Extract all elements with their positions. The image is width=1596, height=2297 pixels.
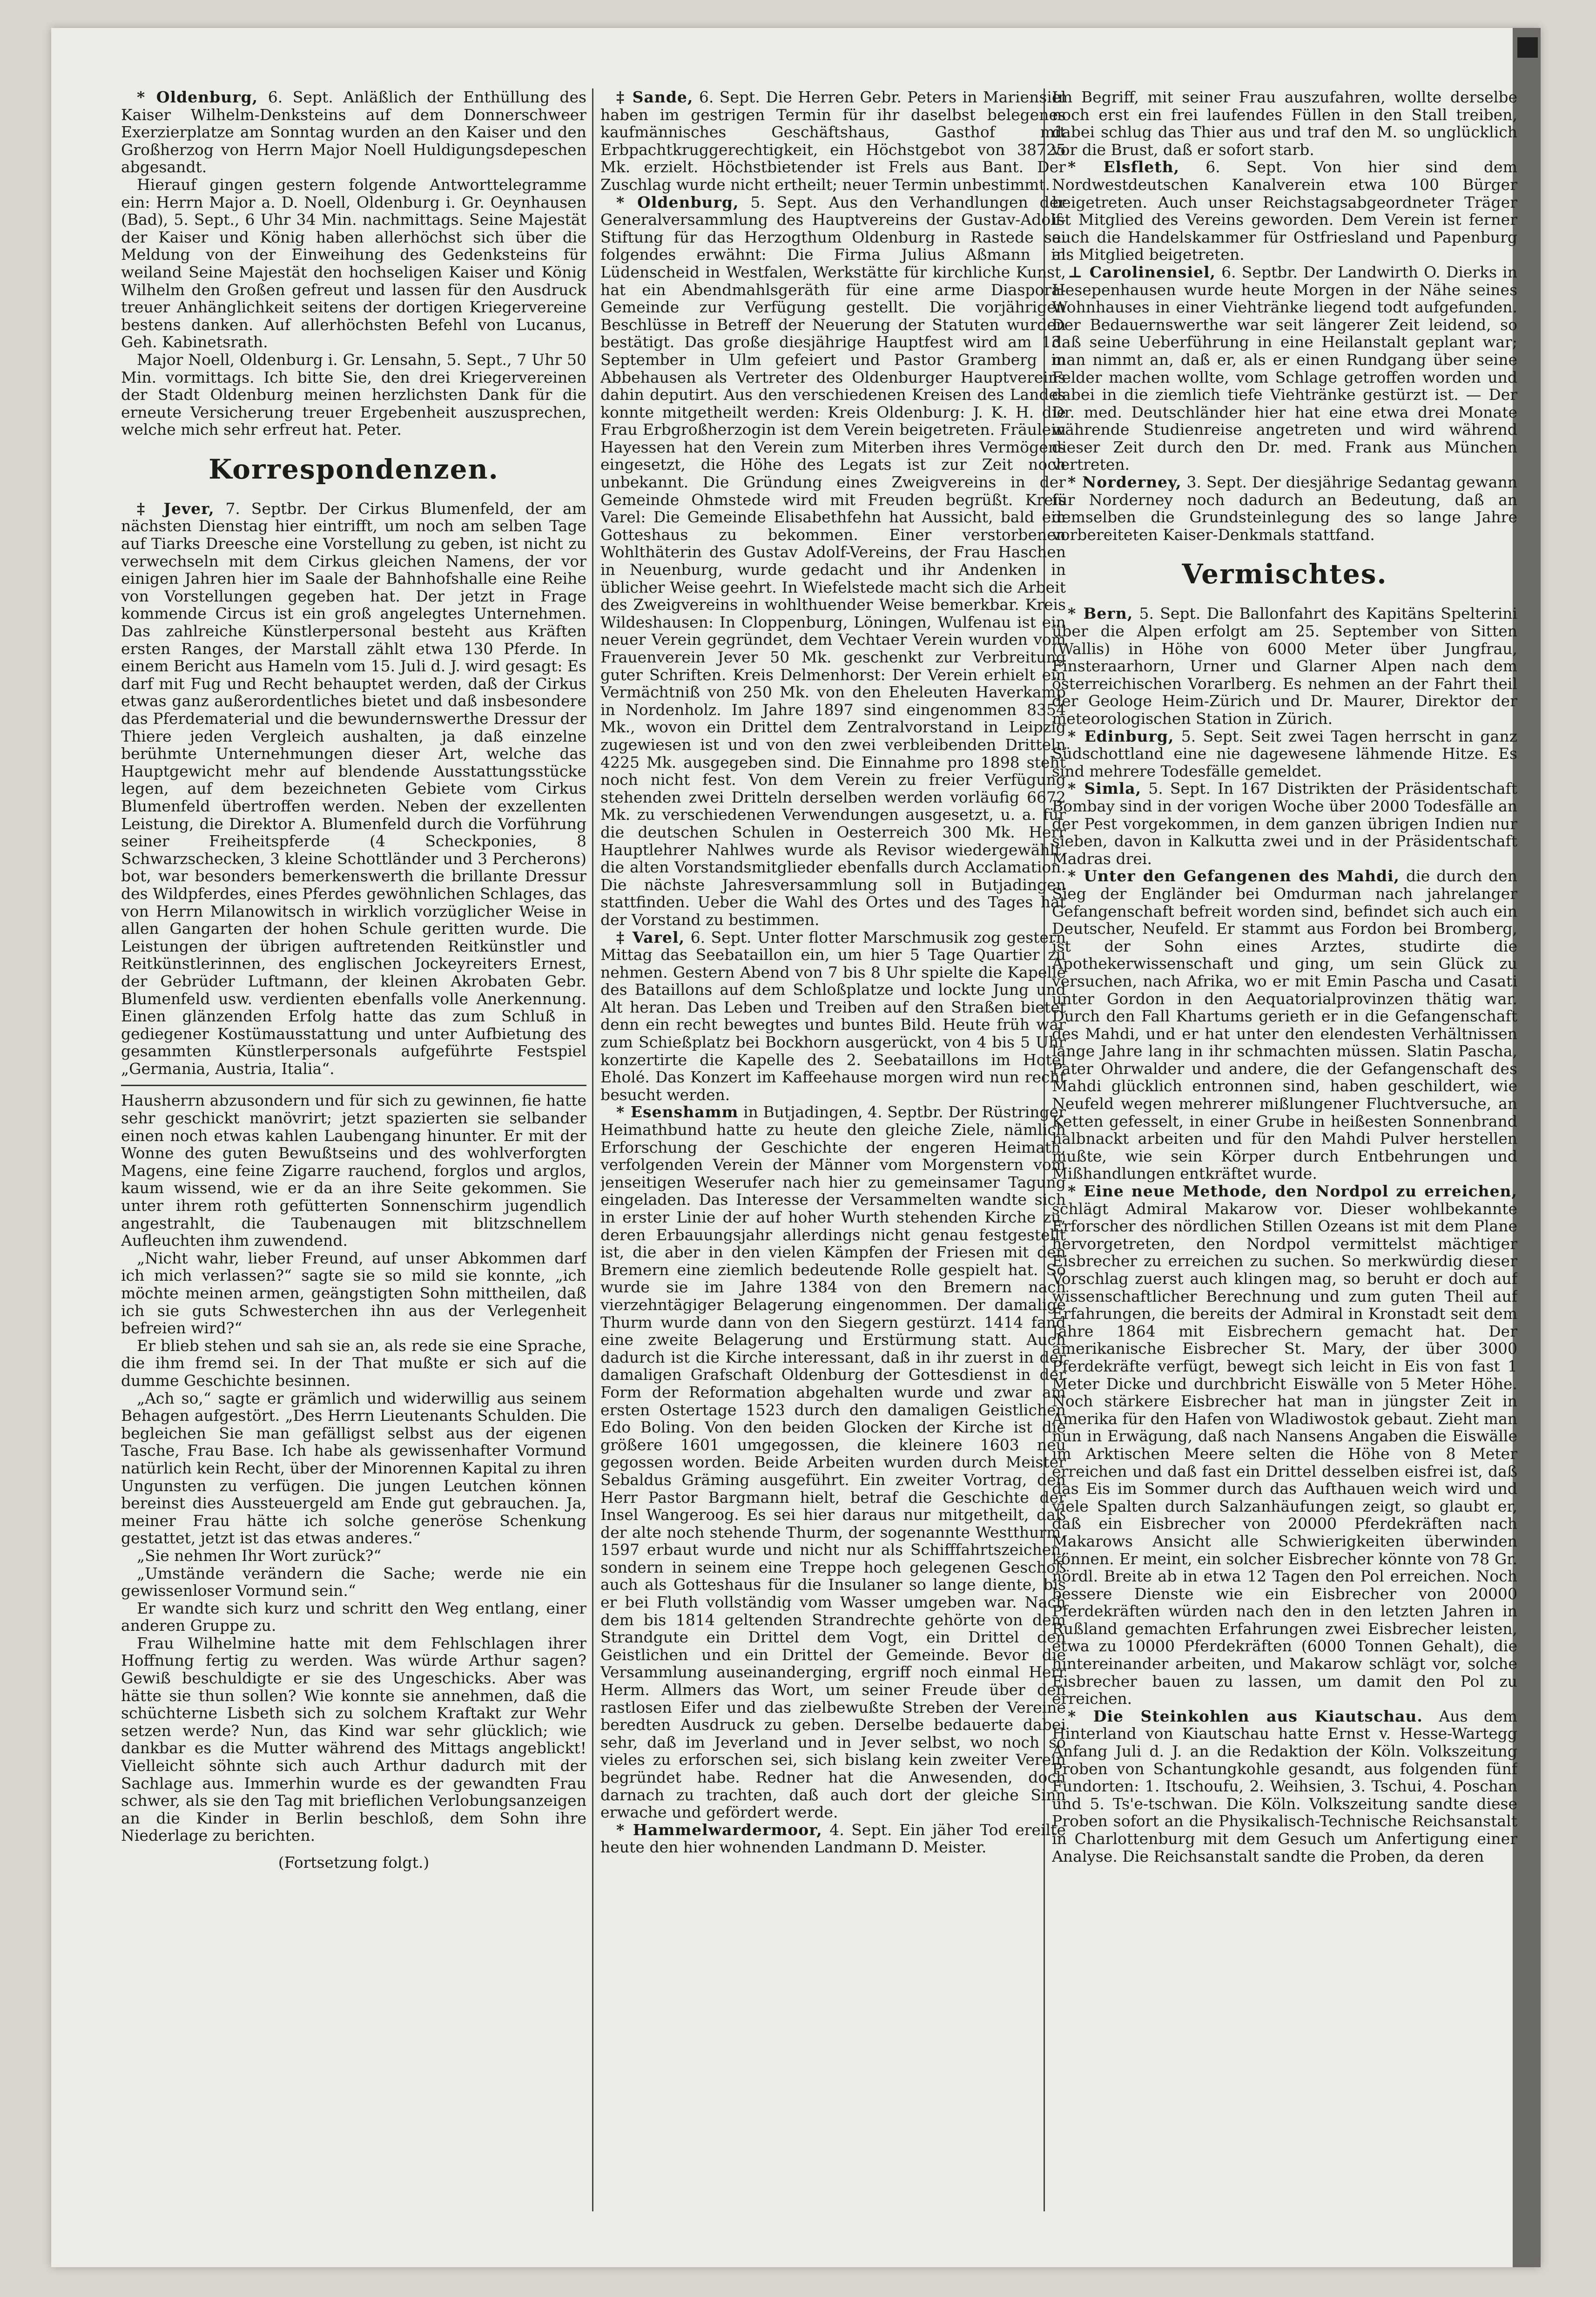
article-text: Aus dem Hinterland von Kiautschau hatte Ernst v. Hesse-Wartegg Anfang Juli d. J. an die Redaktion der Köln. Volkszeitung Proben von Schantungkohle gesandt, aus folgenden fünf Fundorten: 1. Itschoufu, 2. Weihsien, 3. Tschui, 4. Poschan und 5. Ts'e-tschwan. Die Köln. Volkszeitung sandte diese Proben sofort an die Physikalisch-Technische Reichsanstalt in Charlottenburg mit dem Gesuch um Anfertigung einer Analyse. Die Reichsanstalt sandte die Proben, da deren: [1052, 1707, 1517, 1865]
story-paragraph: Frau Wilhelmine hatte mit dem Fehlschlagen ihrer Hoffnung fertig zu werden. Was würde Arthur sagen? Gewiß beschuldigte er sie des Ungeschicks. Aber was hätte sie thun sollen? Wie konnte sie annehmen, daß die schüchterne Lisbeth sich zu solchem Kraftakt zur Wehr setzen werde? Nun, das Kind war sehr glücklich; wie dankbar es die Mutter während des Mittags angeblickt! Vielleicht söhnte sich auch Arthur dadurch mit der Sachlage aus. Immerhin wurde es der gewandten Frau schwer, als sie den Tag mit brieflichen Verlobungsanzeigen an die Kinder in Berlin beschloß, dem Sohn ihre Niederlage zu berichten.: [121, 1634, 586, 1845]
dateline-place: ‡ Jever,: [137, 499, 215, 518]
story-paragraph: Hausherrn abzusondern und für sich zu gewinnen, fie hatte sehr geschickt manövrirt; jetzt spazierten sie selbander einen noch etwas kahlen Laubengang hinunter. Er mit der Wonne des guten Bewußtseins und des wohlverforgten Magens, eine feine Zigarre rauchend, forglos und arglos, kaum wissend, wie er da an ihre Seite gekommen. Sie unter ihrem roth gefütterten Sonnenschirm jugendlich angestrahlt, die Taubenaugen mit blitzschnellem Aufleuchten ihm zuwendend.: [121, 1091, 586, 1250]
article-text: 4. Sept. Ein jäher Tod ereilte heute den hier wohnenden Landmann D. Meister.: [600, 1820, 1066, 1857]
dateline-place: * Oldenburg,: [616, 193, 739, 211]
article-elsfleth: [1052, 158, 1517, 263]
story-paragraph: „Ach so,“ sagte er grämlich und widerwillig aus seinem Behagen aufgestört. „Des Herrn Lieutenants Schulden. Die begleichen Sie man gefälligst selbst aus der eigenen Tasche, Frau Base. Ich habe als gewissenhafter Vormund natürlich kein Recht, über der Minorennen Kapital zu ihren Ungunsten zu verfügen. Die jungen Leutchen können bereinst dies Aussteuergeld am Ende gut gebrauchen. Ja, meiner Frau hätte ich solche generöse Schenkung gestattet, jetzt ist das etwas anderes.“: [121, 1389, 586, 1547]
dateline-place: ‡ Sande,: [616, 88, 694, 106]
dateline-place: * Eine neue Methode, den Nordpol zu erreichen,: [1068, 1182, 1517, 1201]
article-oldenburg-2: [600, 194, 1066, 929]
article-text: 6. Sept. Von hier sind dem Nordwestdeutschen Kanalverein etwa 100 Bürger beigetreten. Auch unser Reichstagsabgeordneter Träger ist Mitglied des Vereins geworden. Dem Verein ist ferner auch die Handelskammer für Ostfriesland und Papenburg als Mitglied beigetreten.: [1052, 158, 1517, 264]
column-2: [600, 88, 1066, 2211]
dateline-place: * Elsfleth,: [1068, 158, 1180, 176]
article-kiautschau: [1052, 1708, 1517, 1865]
article-text: 7. Septbr. Der Cirkus Blumenfeld, der am nächsten Dienstag hier eintrifft, um noch am selben Tage auf Tiarks Dreesche eine Vorstellung zu geben, ist nicht zu verwechseln mit dem Cirkus gleichen Namens, der vor einigen Jahren hier im Saale der Bahnhofshalle eine Reihe von Vorstellungen gegeben hat. Der jetzt in Frage kommende Circus ist ein groß angelegtes Unternehmen. Das zahlreiche Künstlerpersonal besteht aus Kräften ersten Ranges, der Marstall zählt etwa 130 Pferde. In einem Bericht aus Hameln vom 15. Juli d. J. wird gesagt: Es darf mit Fug und Recht behauptet werden, daß der Cirkus etwas ganz außerordentliches bietet und daß insbesondere das Pferdematerial und die bewundernswerthe Dressur der Thiere jeden Vergleich aushalten, ja daß einzelne berühmte Unternehmungen dieser Art, welche das Hauptgewicht mehr auf blendende Ausstattungsstücke legen, auf dem bezeichneten Gebiete vom Cirkus Blumenfeld übertroffen werden. Neben der exzellenten Leistung, die Direktor A. Blumenfeld durch die Vorführung seiner Freiheitspferde (4 Scheckponies, 8 Schwarzschecken, 3 kleine Schottländer und 3 Percherons) bot, war besonders bemerkenswerth die brillante Dressur des Wildpferdes, eines Pferdes gewöhnlichen Schlages, das von Herrn Milanowitsch in wirklich vorzüglicher Weise in allen Gangarten der hohen Schule geritten wurde. Die Leistungen der übrigen auftretenden Reitkünstler und Reitkünstlerinnen, des englischen Jockeyreiters Ernest, der Gebrüder Luftmann, der kleinen Akrobaten Gebr. Blumenfeld usw. verdienten ebenfalls volle Anerkennung. Einen glänzenden Erfolg hatte das zum Schluß in gediegener Kostümausstattung und unter Aufbietung des gesammten Künstlerpersonals aufgeführte Festspiel „Germania, Austria, Italia“.: [121, 499, 586, 1078]
dateline-place: * Oldenburg,: [137, 88, 258, 106]
feuilleton-separator: [121, 1085, 586, 1086]
section-heading-vermischtes: Vermischtes.: [1182, 558, 1387, 590]
article-text: die durch den Sieg der Engländer bei Omdurman nach jahrelanger Gefangenschaft befreit worden sind, befindet sich auch ein Deutscher, Neufeld. Er stammt aus Fordon bei Bromberg, ist der Sohn eines Arztes, studirte die Apothekerwissenschaft und ging, um sein Glück zu versuchen, nach Afrika, wo er mit Emin Pascha und Casati unter Gordon in den Aequatorialprovinzen thätig war. Durch den Fall Khartums gerieth er in die Gefangenschaft des Mahdi, und er hat unter den elendesten Verhältnissen lange Jahre lang in ihr schmachten müssen. Slatin Pascha, Pater Ohrwalder und andere, die der Gefangenschaft des Mahdi glücklich entronnen sind, haben geschildert, wie Neufeld wegen mehrerer mißlungener Fluchtversuche, an Ketten gefesselt, in einer Grube in heißesten Sonnenbrand halbnackt arbeiten und für den Mahdi Pulver herstellen mußte, wie sein Körper durch Entbehrungen und Mißhandlungen entkräftet wurde.: [1052, 867, 1517, 1183]
dateline-place: * Edinburg,: [1068, 727, 1174, 745]
article-text: schlägt Admiral Makarow vor. Dieser wohlbekannte Erforscher des nördlichen Stillen Ozeans ist mit dem Plane hervorgetreten, den Nordpol vermittelst mächtiger Eisbrecher zu erreichen zu suchen. So merkwürdig dieser Vorschlag zuerst auch klingen mag, so beruht er doch auf wissenschaftlicher Berechnung und zum guten Theil auf Erfahrungen, die bereits der Admiral in Kronstadt seit dem Jahre 1864 mit Eisbrechern gemacht hat. Der amerikanische Eisbrecher St. Mary, der über 3000 Pferdekräfte verfügt, bewegt sich leicht in Eis von fast 1 Meter Dicke und durchbricht Eiswälle von 5 Meter Höhe. Noch stärkere Eisbrecher hat man in jüngster Zeit in Amerika für den Hafen von Wladiwostok gebaut. Zieht man nun in Erwägung, daß nach Nansens Angaben die Eiswälle im Arktischen Meere selten die Höhe von 8 Meter erreichen und daß fast ein Drittel desselben eisfrei ist, daß das Eis im Sommer durch das Aufthauen weich wird und viele Spalten durch Salzanhäufungen zeigt, so glaubt er, daß ein Eisbrecher von 20000 Pferdekräften nach Makarows Ansicht alle Schwierigkeiten überwinden können. Er meint, ein solcher Eisbrecher könnte von 78 Gr. nördl. Breite ab in etwa 12 Tagen den Pol erreichen. Noch bessere Dienste wie ein Eisbrecher von 20000 Pferdekräften würden nach den in den letzten Jahren in Rußland gemachten Erfahrungen zwei Eisbrecher leisten, etwa zu 10000 Pferdekräften (6000 Tonnen Gehalt), die hintereinander arbeiten, und Makarow schlägt vor, solche Eisbrecher bauen zu lassen, um damit den Pol zu erreichen.: [1052, 1199, 1517, 1708]
dateline-place: * Bern,: [1068, 604, 1133, 623]
story-paragraph: „Nicht wahr, lieber Freund, auf unser Abkommen darf ich mich verlassen?“ sagte sie so mild sie konnte, „ich möchte meinen armen, geängstigten Sohn mittheilen, daß ich sie guts Schwesterchen ihn aus der Verlegenheit befreien wird?“: [121, 1249, 586, 1338]
article-text: 5. Sept. Aus den Verhandlungen der Generalversammlung des Hauptvereins der Gustav-Adolf-Stiftung für das Herzogthum Oldenburg in Rastede sei folgendes erwähnt: Die Firma Julius Aßmann in Lüdenscheid in Westfalen, Werkstätte für kirchliche Kunst, hat ein Abendmahlsgeräth für eine arme Diaspora-Gemeinde zur Verfügung gestellt. Die vorjährigen Beschlüsse in Betreff der Neuerung der Statuten wurden bestätigt. Das große diesjährige Hauptfest wird am 13. September in Ulm gefeiert und Pastor Gramberg in Abbehausen als Vertreter des Oldenburger Hauptvereins dahin deputirt. Aus den verschiedenen Kreisen des Landes konnte mitgetheilt werden: Kreis Oldenburg: J. K. H. die Frau Erbgroßherzogin ist dem Verein beigetreten. Fräulein Hayessen hat den Verein zum Miterben ihres Vermögens eingesetzt, die Höhe des Legats ist zur Zeit noch unbekannt. Die Gründung eines Zweigvereins in der Gemeinde Ohmstede wird mit Freuden begrüßt. Kreis Varel: Die Gemeinde Elisabethfehn hat Aussicht, bald ein Gotteshaus zu bekommen. Einer verstorbenen Wohlthäterin des Gustav Adolf-Vereins, der Frau Haschen in Neuenburg, wurde gedacht und ihr Andenken in üblicher Weise geehrt. In Wiefelstede macht sich die Arbeit des Zweigvereins in wohlthuender Weise bemerkbar. Kreis Wildeshausen: In Cloppenburg, Löningen, Wulfenau ist ein neuer Verein gegründet, dem Vechtaer Verein wurden vom Frauenverein Jever 50 Mk. geschenkt zur Verbreitung guter Schriften. Kreis Delmenhorst: Der Verein erhielt ein Vermächtniß von 250 Mk. von den Eheleuten Haverkamp in Nordenholz. Im Jahre 1897 sind eingenommen 8354 Mk., wovon ein Drittel dem Zentralvorstand in Leipzig zugewiesen ist und von den zwei verbleibenden Dritteln 4225 Mk. ausgegeben sind. Die Einnahme pro 1898 steht noch nicht fest. Von dem Verein zu freier Verfügung stehenden zwei Dritteln derselben werden vorläufig 6672 Mk. zu verschiedenen Verwendungen ausgesetzt, u. a. für die deutschen Schulen in Oesterreich 300 Mk. Herr Hauptlehrer Nahlwes wurde als Revisor wiedergewählt, die alten Vorstandsmitglieder ebenfalls durch Acclamation. Die nächste Jahresversammlung soll in Butjadingen stattfinden. Ueber die Wahl des Ortes und des Tages hat der Vorstand zu bestimmen.: [600, 193, 1066, 929]
story-paragraph: „Sie nehmen Ihr Wort zurück?“: [137, 1546, 382, 1565]
dateline-place: * Simla,: [1068, 779, 1142, 798]
article-text: 6. Septbr. Der Landwirth O. Dierks in Hesepenhausen wurde heute Morgen in der Nähe seines Wohnhauses in einer Viehtränke liegend todt aufgefunden. Der Bedauernswerthe war seit längerer Zeit leidend, so daß seine Ueberführung in eine Heilanstalt geplant war; man nimmt an, daß er, als er einen Rundgang über seine Felder machen wollte, vom Schlage getroffen worden und dabei in die ziemlich tiefe Viehtränke gestürzt ist. — Der Dr. med. Deutschländer hier hat eine etwa drei Monate währende Studienreise angetreten und wird während dieser Zeit durch den Dr. med. Frank aus München vertreten.: [1052, 263, 1517, 474]
story-paragraph: Er blieb stehen und sah sie an, als rede sie eine Sprache, die ihm fremd sei. In der That mußte er sich auf die dumme Geschichte besinnen.: [121, 1336, 586, 1390]
article-varel: [600, 929, 1066, 1104]
article-text: 6. Sept. Unter flotter Marschmusik zog gestern Mittag das Seebataillon ein, um hier 5 Tage Quartier zu nehmen. Gestern Abend von 7 bis 8 Uhr spielte die Kapelle des Bataillons auf dem Schloßplatze und lockte Jung und Alt heran. Das Leben und Treiben auf den Straßen bietet denn ein recht bewegtes und buntes Bild. Heute früh war zum Schießplatz bei Bockhorn ausgerückt, von 4 bis 5 Uhr konzertirte die Kapelle des 2. Seebataillons im Hotel Eholé. Das Konzert im Kaffeehause morgen wird nun recht besucht werden.: [600, 928, 1066, 1104]
dateline-place: * Esenshamm: [616, 1103, 739, 1121]
newspaper-page: [51, 28, 1541, 2267]
article-oldenburg-1: [121, 88, 586, 176]
dateline-place: * Hammelwardermoor,: [616, 1820, 822, 1839]
article-jever: [121, 500, 586, 1078]
scan-corner-mark: [1517, 37, 1538, 58]
article-text: 6. Sept. Anläßlich der Enthüllung des Kaiser Wilhelm-Denksteins auf dem Donnerschweer Exerzierplatze am Sonntag wurden an den Kaiser und den Großherzog von Herrn Major Noell Huldigungsdepeschen abgesandt.: [121, 88, 586, 176]
article-paragraph: Hierauf gingen gestern folgende Antworttelegramme ein: Herrn Major a. D. Noell, Oldenburg i. Gr. Oeynhausen (Bad), 5. Sept., 6 Uhr 34 Min. nachmittags. Seine Majestät der Kaiser und König haben allerhöchst sich über die Meldung von der Einweihung des Gedenksteins für weiland Seine Majestät den hochseligen Kaiser und König Wilhelm den Großen gefreut und lassen für den Ausdruck treuer Anhänglichkeit seitens der dortigen Kriegervereine bestens danken. Auf allerhöchsten Befehl von Lucanus, Geh. Kabinetsrath.: [121, 175, 586, 351]
article-text: in Butjadingen, 4. Septbr. Der Rüstringer Heimathbund hatte zu heute den gleiche Ziele, nämlich Erforschung der Geschichte der engeren Heimath, verfolgenden Verein der Männer vom Morgenstern vom jenseitigen Weserufer nach hier zu gemeinsamer Tagung eingeladen. Das Interesse der Versammelten wandte sich in erster Linie der auf hoher Wurth stehenden Kirche zu, deren Erbauungsjahr allerdings nicht genau festgestellt ist, die aber in den vielen Kämpfen der Friesen mit den Bremern eine ziemlich bedeutende Rolle gespielt hat. So wurde sie im Jahre 1384 von den Bremern nach vierzehntägiger Belagerung eingenommen. Der damalige Thurm wurde dann von den Siegern gestürzt. 1414 fand eine zweite Belagerung und Erstürmung statt. Auch dadurch ist die Kirche interessant, daß in ihr zuerst in der damaligen Grafschaft Oldenburg der Gottesdienst in der Form der Reformation abgehalten wurde und zwar am ersten Ostertage 1523 durch den damaligen Geistlichen Edo Boling. Von den beiden Glocken der Kirche ist die größere 1601 umgegossen, die kleinere 1603 neu gegossen worden. Beide Arbeiten wurden durch Meister Sebaldus Gräming ausgeführt. Ein zweiter Vortrag, den Herr Pastor Bargmann hielt, betraf die Geschichte der Insel Wangeroog. Es sei hier daraus nur mitgetheilt, daß der alte noch stehende Thurm, der sogenannte Westthurm, 1597 erbaut wurde und nicht nur als Schifffahrtszeichen, sondern in seinem eine Treppe hoch gelegenen Geschoß auch als Gotteshaus für die Insulaner so lange diente, bis er bei Fluth vollständig vom Wasser umgeben war. Nach dem bis 1814 geltenden Strandrechte gehörte von dem Strandgute ein Drittel dem Vogt, ein Drittel den Geistlichen und ein Drittel der Gemeinde. Bevor die Versammlung auseinanderging, ergriff noch einmal Herr Herm. Allmers das Wort, um seiner Freude über den rastlosen Eifer und das zielbewußte Streben der Vereine beredten Ausdruck zu geben. Derselbe bedauerte dabei sehr, daß im Jeverland und in Jever selbst, wo noch so vieles zu erforschen sei, sich bislang kein zweiter Verein begründet habe. Redner hat die Anwesenden, doch darnach zu trachten, daß auch dort der gleiche Sinn erwache und gefördert werde.: [600, 1103, 1066, 1822]
column-3: [1052, 88, 1517, 2211]
article-mahdi: [1052, 867, 1517, 1182]
article-text: 5. Sept. In 167 Distrikten der Präsidentschaft Bombay sind in der vorigen Woche über 2000 Todesfälle an der Pest vorgekommen, in dem ganzen übrigen Indien nur sieben, davon in Kalkutta zwei und in der Präsidentschaft Madras drei.: [1052, 779, 1517, 868]
article-esenshamm: [600, 1103, 1066, 1821]
article-text: 5. Sept. Seit zwei Tagen herrscht in ganz Südschottland eine nie dagewesene lähmende Hitze. Es sind mehrere Todesfälle gemeldet.: [1052, 727, 1517, 780]
article-hammelwardermoor: [600, 1821, 1066, 1856]
article-edinburg: [1052, 728, 1517, 780]
article-text: 3. Sept. Der diesjährige Sedantag gewann für Norderney noch dadurch an Bedeutung, daß an demselben die Grundsteinlegung des so lange Jahre vorbereiteten Kaiser-Denkmals stattfand.: [1052, 473, 1517, 544]
story-paragraph: Er wandte sich kurz und schritt den Weg entlang, einer anderen Gruppe zu.: [121, 1599, 586, 1635]
dateline-place: * Norderney,: [1068, 473, 1182, 492]
dateline-place: * Die Steinkohlen aus Kiautschau.: [1068, 1707, 1423, 1725]
article-nordpol: [1052, 1182, 1517, 1708]
article-carolinensiel: [1052, 263, 1517, 473]
article-text: 6. Sept. Die Herren Gebr. Peters in Mariensiel haben im gestrigen Termin für ihr daselbst belegenes kaufmännisches Geschäftshaus, Gasthof mit Erbpachtkruggerechtigkeit, ein Höchstgebot von 38725 Mk. erzielt. Höchstbietender ist Frels aus Bant. Der Zuschlag wurde nicht ertheilt; neuer Termin unbestimmt.: [600, 88, 1066, 194]
article-norderney: [1052, 473, 1517, 543]
article-text: 5. Sept. Die Ballonfahrt des Kapitäns Spelterini über die Alpen erfolgt am 25. September von Sitten (Wallis) in Höhe von 6000 Meter über Jungfrau, Finsteraarhorn, Urner und Glarner Alpen nach dem österreichischen Vorarlberg. Es nehmen an der Fahrt theil der Geologe Heim-Zürich und Dr. Maurer, Direktor der meteorologischen Station in Zürich.: [1052, 604, 1517, 728]
article-simla: [1052, 780, 1517, 867]
column-divider: [592, 88, 593, 2211]
story-footer: (Fortsetzung folgt.): [278, 1853, 430, 1871]
article-bern: [1052, 605, 1517, 727]
section-heading-korrespondenzen: Korrespondenzen.: [209, 453, 499, 485]
article-sande: [600, 88, 1066, 194]
article-continuation: Im Begriff, mit seiner Frau auszufahren, wollte derselbe noch erst ein frei laufendes Füllen in den Stall treiben, dabei schlug das Thier aus und traf den M. so unglücklich vor die Brust, daß er sofort starb.: [1052, 88, 1517, 159]
story-paragraph: „Umstände verändern die Sache; werde nie ein gewissenloser Vormund sein.“: [121, 1564, 586, 1600]
dateline-place: ‡ Varel,: [616, 928, 685, 946]
dateline-place: ⊥ Carolinensiel,: [1068, 263, 1216, 281]
dateline-place: * Unter den Gefangenen des Mahdi,: [1068, 867, 1400, 885]
column-1: [121, 88, 586, 2211]
article-paragraph: Major Noell, Oldenburg i. Gr. Lensahn, 5. Sept., 7 Uhr 50 Min. vormittags. Ich bitte Sie, den drei Kriegervereinen der Stadt Oldenburg meinen herzlichsten Dank für die erneute Versicherung treuer Ergebenheit auszusprechen, welche mich sehr erfreut hat. Peter.: [121, 350, 586, 439]
